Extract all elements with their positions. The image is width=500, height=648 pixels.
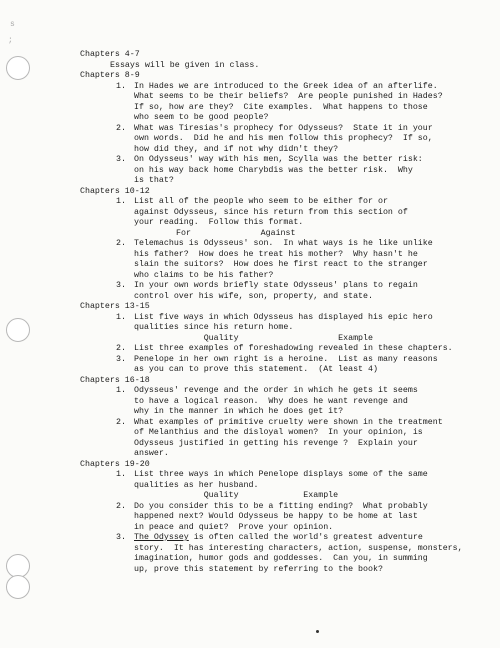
question-number: 3. [116, 533, 126, 542]
question-item [80, 239, 500, 281]
margin-mark: s [10, 20, 15, 29]
binder-hole-bottom-2 [6, 575, 30, 599]
question-sheet [80, 50, 500, 575]
section-intro: Essays will be given in class. [110, 60, 260, 70]
question-text [134, 386, 418, 418]
question-line: how did they, and if not why didn't they? [134, 144, 339, 154]
question-item [80, 502, 500, 534]
question-number: 3. [116, 354, 126, 364]
stray-dot [316, 630, 319, 633]
question-text [134, 502, 428, 534]
question-item [80, 418, 500, 460]
question-text [134, 344, 453, 355]
question-line: Odysseus justified in getting his revenge ? Explain your [134, 438, 418, 448]
question-line: Odysseus' revenge and the order in which he gets it seems [134, 386, 418, 395]
question-line: answer. [134, 449, 169, 458]
question-line: What examples of primitive cruelty were shown in the treatment [134, 417, 443, 427]
question-line: What was Tiresias's prophecy for Odysseus? State it in your [134, 123, 433, 133]
book-title: The Odyssey [134, 533, 189, 542]
question-line [134, 533, 463, 544]
section-heading: Chapters 8-9 [80, 71, 140, 80]
question-text [134, 239, 433, 281]
question-line: List all of the people who seem to be either for or [134, 197, 388, 206]
question-line: story. It has interesting characters, action, suspense, monsters, [134, 543, 463, 553]
question-line: control over his wife, son, property, and state. [134, 291, 373, 301]
question-line: who seem to be good people? [134, 113, 269, 122]
question-text [134, 418, 443, 460]
question-item [80, 82, 500, 124]
question-item [80, 313, 500, 334]
format-columns: For Against [176, 228, 296, 238]
section-chapters-13-15 [80, 302, 500, 376]
format-columns: Quality Example [134, 333, 373, 343]
question-line: Penelope in her own right is a heroine. List as many reasons [134, 354, 438, 364]
question-line: happened next? Would Odysseus be happy to be home at last [134, 512, 418, 521]
question-text [134, 155, 423, 187]
question-line: qualities as her husband. [134, 480, 259, 490]
section-chapters-16-18 [80, 376, 500, 460]
question-number: 3. [116, 281, 126, 290]
question-line: his father? How does he treat his mother? Why hasn't he [134, 249, 418, 259]
section-chapters-4-7 [80, 50, 500, 71]
question-line: against Odysseus, since his return from this section of [134, 207, 408, 217]
question-text [134, 355, 438, 376]
question-line-rest: is often called the world's greatest adventure [188, 533, 423, 542]
question-item [80, 344, 500, 355]
question-item [80, 155, 500, 187]
question-item [80, 470, 500, 491]
question-item [80, 386, 500, 418]
question-number: 3. [116, 155, 126, 164]
section-chapters-19-20 [80, 460, 500, 576]
section-heading: Chapters 13-15 [80, 302, 150, 311]
section-heading: Chapters 4-7 [80, 50, 140, 59]
section-chapters-8-9 [80, 71, 500, 187]
format-columns: Quality Example [134, 491, 339, 500]
section-heading: Chapters 10-12 [80, 186, 150, 196]
question-item [80, 281, 500, 302]
question-number: 1. [116, 470, 126, 479]
question-number: 1. [116, 386, 126, 395]
binder-hole-top [6, 56, 30, 80]
question-number: 2. [116, 239, 126, 248]
question-text [134, 82, 443, 124]
question-item [80, 124, 500, 156]
question-line: is that? [134, 176, 174, 185]
question-text [134, 313, 433, 334]
section-heading: Chapters 19-20 [80, 459, 150, 469]
binder-hole-middle [6, 318, 30, 342]
question-line: Do you consider this to be a fitting ending? What probably [134, 501, 428, 511]
question-line: List three examples of foreshadowing revealed in these chapters. [134, 344, 453, 353]
question-number: 1. [116, 81, 126, 91]
section-chapters-10-12 [80, 187, 500, 303]
question-line: your reading. Follow this format. [134, 218, 304, 227]
question-item [80, 355, 500, 376]
question-line: who claims to be his father? [134, 270, 274, 280]
question-number: 2. [116, 344, 126, 353]
question-number: 2. [116, 501, 126, 511]
question-line: If so, how are they? Cite examples. What happens to those [134, 102, 428, 112]
margin-mark-2: ; [8, 36, 13, 45]
question-line: slain the suitors? How does he first react to the stranger [134, 260, 428, 269]
question-line: on his way back home Charybdis was the better risk. Why [134, 165, 413, 175]
question-line: imagination, humor gods and goddesses. Can you, in summing [134, 554, 428, 563]
question-line: Telemachus is Odysseus' son. In what ways is he like unlike [134, 239, 433, 248]
question-line: to have a logical reason. Why does he want revenge and [134, 396, 408, 406]
question-number: 1. [116, 312, 126, 322]
question-text [134, 281, 418, 302]
question-line: of Melanthius and the disloyal women? In your opinion, is [134, 428, 423, 437]
question-line: own words. Did he and his men follow this prophecy? If so, [134, 134, 433, 143]
question-line: In Hades we are introduced to the Greek idea of an afterlife. [134, 81, 438, 91]
question-number: 2. [116, 123, 126, 133]
question-text [134, 470, 428, 491]
question-line: What seems to be their beliefs? Are people punished in Hades? [134, 92, 443, 101]
section-heading: Chapters 16-18 [80, 375, 150, 385]
question-item [80, 533, 500, 575]
question-number: 1. [116, 197, 126, 206]
question-text [134, 124, 433, 156]
question-number: 2. [116, 417, 126, 427]
question-line: why in the manner in which he does get it? [134, 407, 344, 416]
question-line: in peace and quiet? Prove your opinion. [134, 522, 334, 532]
question-line: In your own words briefly state Odysseus' plans to regain [134, 281, 418, 290]
question-text [134, 197, 408, 229]
question-line: up, prove this statement by referring to the book? [134, 564, 383, 574]
question-line: List three ways in which Penelope displays some of the same [134, 470, 428, 479]
question-line: as you can to prove this statement. (At least 4) [134, 365, 378, 374]
question-line: On Odysseus' way with his men, Scylla was the better risk: [134, 155, 423, 164]
question-item [80, 197, 500, 229]
question-text [134, 533, 463, 575]
question-line: qualities since his return home. [134, 323, 294, 332]
question-line: List five ways in which Odysseus has displayed his epic hero [134, 312, 433, 322]
